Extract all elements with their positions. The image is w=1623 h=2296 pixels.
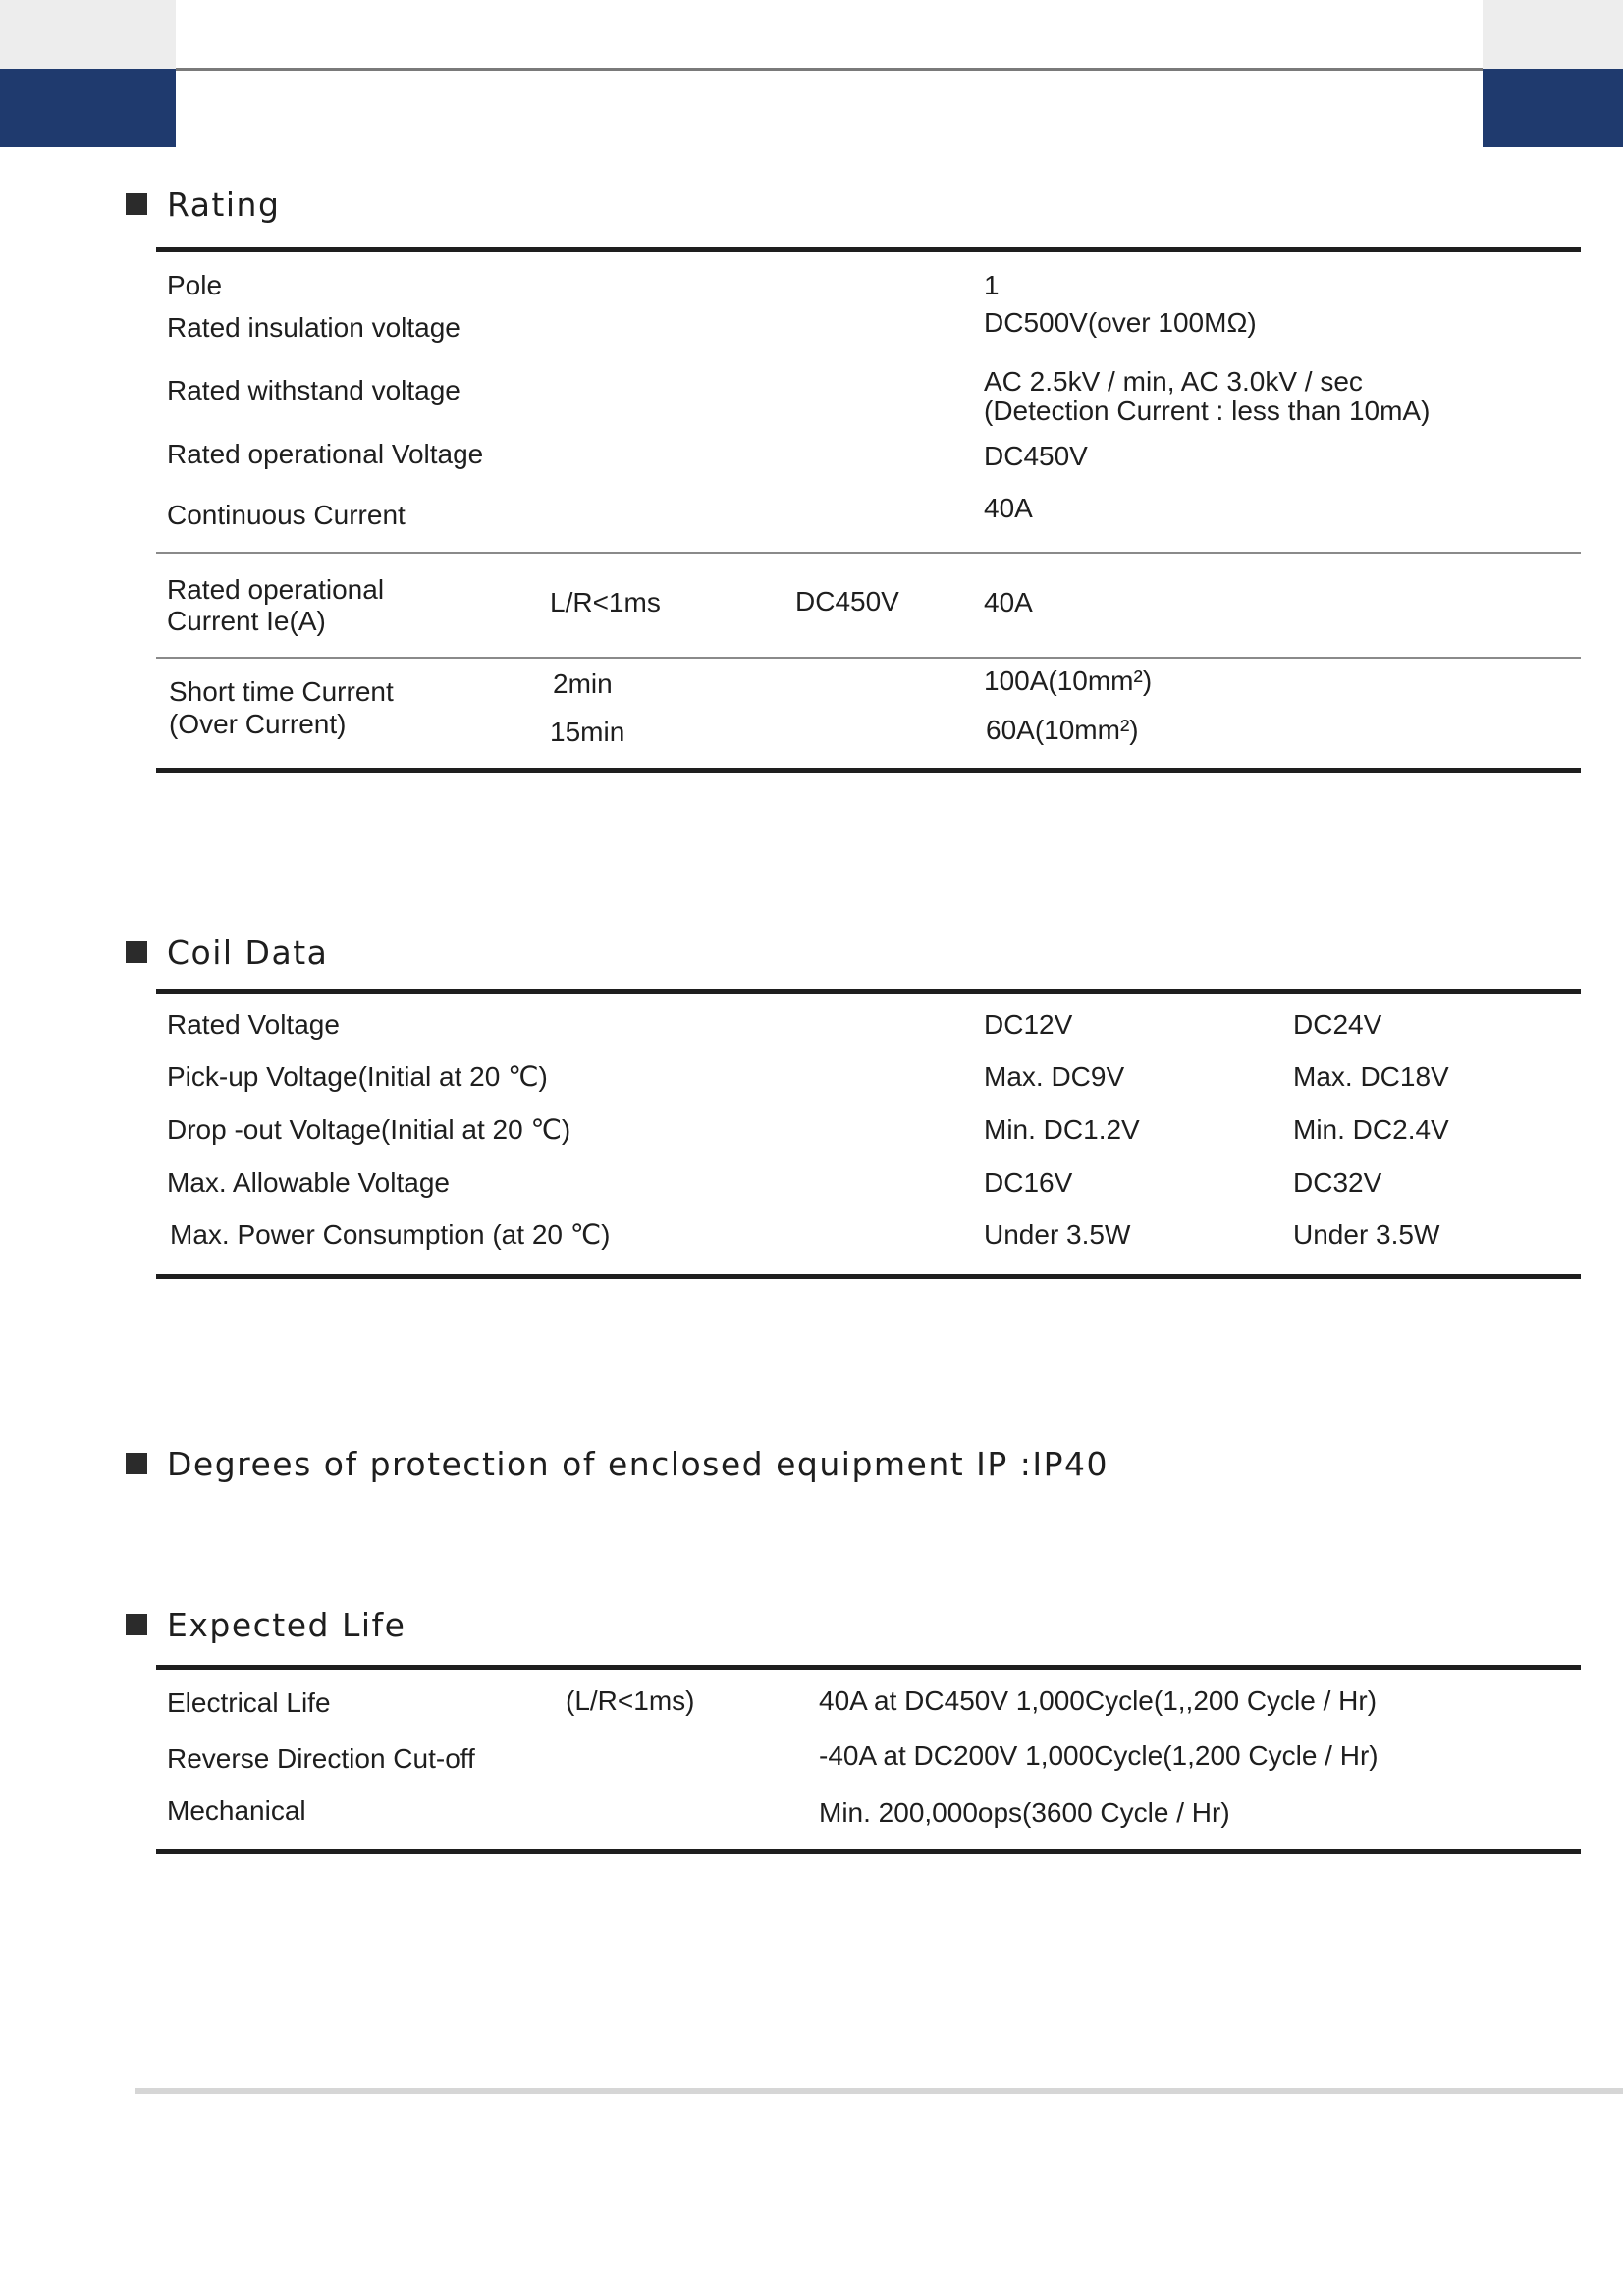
life-mechanical-value: Min. 200,000ops(3600 Cycle / Hr) (819, 1797, 1230, 1828)
rating-op-current-label-1: Rated operational (167, 574, 385, 605)
rating-heading (126, 185, 280, 224)
rating-bottom-rule (156, 768, 1581, 773)
footer-divider (135, 2088, 1623, 2094)
rating-op-voltage-value: DC450V (984, 441, 1088, 471)
coil-row-label: Max. Allowable Voltage (167, 1167, 450, 1198)
coil-row-dc24: DC32V (1293, 1167, 1382, 1198)
square-bullet-icon (126, 1614, 147, 1635)
header-tab-left (0, 0, 176, 69)
life-bottom-rule (156, 1849, 1581, 1854)
coil-row-dc24: Max. DC18V (1293, 1061, 1449, 1092)
life-mechanical-label: Mechanical (167, 1795, 306, 1826)
header-accent-left (0, 69, 176, 147)
coil-bottom-rule (156, 1274, 1581, 1279)
rating-insulation-value: DC500V(over 100MΩ) (984, 307, 1257, 338)
square-bullet-icon (126, 193, 147, 215)
protection-title: Degrees of protection of enclosed equipment IP :IP40 (167, 1444, 1109, 1483)
coil-row-label: Rated Voltage (167, 1009, 340, 1040)
life-reverse-label: Reverse Direction Cut-off (167, 1743, 475, 1774)
rating-op-voltage-label: Rated operational Voltage (167, 439, 484, 469)
rating-pole-value: 1 (984, 270, 1000, 300)
rating-pole-label: Pole (167, 270, 223, 300)
header-divider (176, 68, 1483, 71)
rating-continuous-label: Continuous Current (167, 500, 406, 530)
rating-withstand-value-2: (Detection Current : less than 10mA) (984, 396, 1431, 426)
rating-op-current-label-2: Current Ie(A) (167, 606, 326, 636)
rating-op-current-value: 40A (984, 587, 1033, 617)
life-title: Expected Life (167, 1605, 406, 1644)
life-electrical-label: Electrical Life (167, 1687, 331, 1718)
coil-row-dc12: Under 3.5W (984, 1219, 1131, 1250)
rating-divider-1 (156, 552, 1581, 554)
rating-divider-2 (156, 657, 1581, 659)
rating-op-current-voltage: DC450V (795, 586, 899, 616)
header-accent-right (1483, 69, 1623, 147)
life-electrical-value: 40A at DC450V 1,000Cycle(1,,200 Cycle / Hr) (819, 1685, 1378, 1716)
coil-row-dc12: DC12V (984, 1009, 1073, 1040)
coil-row-dc12: DC16V (984, 1167, 1073, 1198)
coil-row-dc12: Min. DC1.2V (984, 1114, 1140, 1145)
coil-row-dc24: Under 3.5W (1293, 1219, 1440, 1250)
rating-short-time-t1: 2min (553, 668, 613, 699)
rating-continuous-value: 40A (984, 493, 1033, 523)
rating-short-time-label-1: Short time Current (169, 676, 394, 707)
life-heading (126, 1605, 406, 1644)
coil-row-dc24: Min. DC2.4V (1293, 1114, 1449, 1145)
rating-short-time-label-2: (Over Current) (169, 709, 347, 739)
coil-row-dc12: Max. DC9V (984, 1061, 1125, 1092)
rating-withstand-value-1: AC 2.5kV / min, AC 3.0kV / sec (984, 366, 1363, 397)
life-electrical-condition: (L/R<1ms) (566, 1685, 695, 1716)
rating-top-rule (156, 247, 1581, 252)
coil-row-label: Max. Power Consumption (at 20 ℃) (170, 1219, 611, 1250)
rating-short-time-t2: 15min (550, 717, 625, 747)
coil-row-label: Pick-up Voltage(Initial at 20 ℃) (167, 1061, 548, 1092)
square-bullet-icon (126, 1453, 147, 1474)
coil-heading (126, 933, 328, 972)
header-tab-right (1483, 0, 1623, 69)
coil-top-rule (156, 989, 1581, 994)
rating-title: Rating (167, 185, 281, 224)
coil-title: Coil Data (167, 933, 329, 972)
rating-short-time-v2: 60A(10mm²) (986, 715, 1139, 745)
life-reverse-value: -40A at DC200V 1,000Cycle(1,200 Cycle / Hr) (819, 1740, 1379, 1771)
rating-short-time-v1: 100A(10mm²) (984, 666, 1153, 696)
coil-row-label: Drop -out Voltage(Initial at 20 ℃) (167, 1114, 571, 1145)
square-bullet-icon (126, 941, 147, 963)
rating-withstand-label: Rated withstand voltage (167, 375, 460, 405)
protection-heading (126, 1444, 1109, 1483)
rating-op-current-condition: L/R<1ms (550, 587, 661, 617)
coil-row-dc24: DC24V (1293, 1009, 1382, 1040)
rating-insulation-label: Rated insulation voltage (167, 312, 460, 343)
life-top-rule (156, 1665, 1581, 1670)
